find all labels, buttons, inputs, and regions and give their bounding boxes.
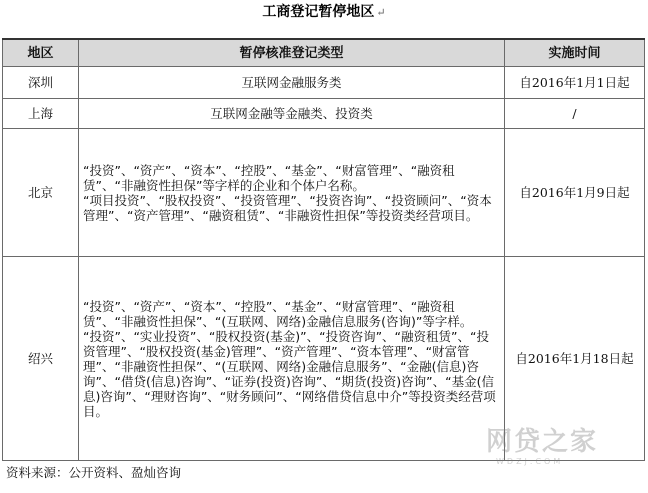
table-row-beijing xyxy=(3,129,645,257)
type-text: “投资”、“资产”、“资本”、“控股”、“基金”、“财富管理”、“融资租赁”、“非融资性担保”、“(互联网、网络)金融信息服务(咨询)”等字样。 xyxy=(83,298,473,329)
time-cell: 自2016年1月1日起 xyxy=(505,67,645,99)
type-text: “项目投资”、“股权投资”、“投资管理”、“投资咨询”、“投资顾问”、“资本管理”、“资产管理”、“融资租赁”、“非融资性担保”等投资类经营项目。 xyxy=(83,192,492,223)
type-cell xyxy=(79,67,505,99)
type-cell xyxy=(79,257,505,461)
table-row-shaoxing xyxy=(3,257,645,461)
watermark-url: WDZJ.COM xyxy=(496,457,564,466)
header-type: 暂停核准登记类型 xyxy=(79,39,505,67)
region-cell: 上海 xyxy=(3,99,79,129)
time-cell: / xyxy=(505,99,645,129)
time-cell: 自2016年1月9日起 xyxy=(505,129,645,257)
type-cell xyxy=(79,99,505,129)
region-cell: 深圳 xyxy=(3,67,79,99)
document-title xyxy=(0,2,648,23)
type-text: “投资”、“资产”、“资本”、“控股”、“基金”、“财富管理”、“融资租赁”、“非融资性担保”等字样的企业和个体户名称。 xyxy=(83,162,455,193)
type-text: “投资”、“实业投资”、“股权投资(基金)”、“投资咨询”、“融资租赁”、“投资管理”、“股权投资(基金)管理”、“资产管理”、“资本管理”、“财富管理”、“非融资性担保”、“(互联网、网络)金融信息服务”、“金融(信息)咨询”、“借贷(信息)咨询”、“证券(投资)咨询”、“期货(投资)咨询”、“基金(信息)咨询”、“理财咨询”、“财务顾问”、“网络借贷信息中介”等投资类经营项目。 xyxy=(83,328,496,419)
suspension-table xyxy=(2,38,645,461)
region-cell: 北京 xyxy=(3,129,79,257)
type-text: 互联网金融服务类 xyxy=(241,75,342,90)
source-note: 资料来源：公开资料、盈灿咨询 xyxy=(6,465,182,480)
type-text: 互联网金融等金融类、投资类 xyxy=(210,106,373,121)
table-header-row xyxy=(3,39,645,67)
table-row-shanghai xyxy=(3,99,645,129)
title-text: 工商登记暂停地区 xyxy=(262,4,375,20)
paragraph-mark-icon: ↵ xyxy=(376,6,386,19)
header-time: 实施时间 xyxy=(505,39,645,67)
header-region: 地区 xyxy=(3,39,79,67)
time-cell: 自2016年1月18日起 xyxy=(505,257,645,461)
table-row-shenzhen xyxy=(3,67,645,99)
type-cell xyxy=(79,129,505,257)
watermark-text: 网贷之家 xyxy=(486,427,599,457)
region-cell: 绍兴 xyxy=(3,257,79,461)
